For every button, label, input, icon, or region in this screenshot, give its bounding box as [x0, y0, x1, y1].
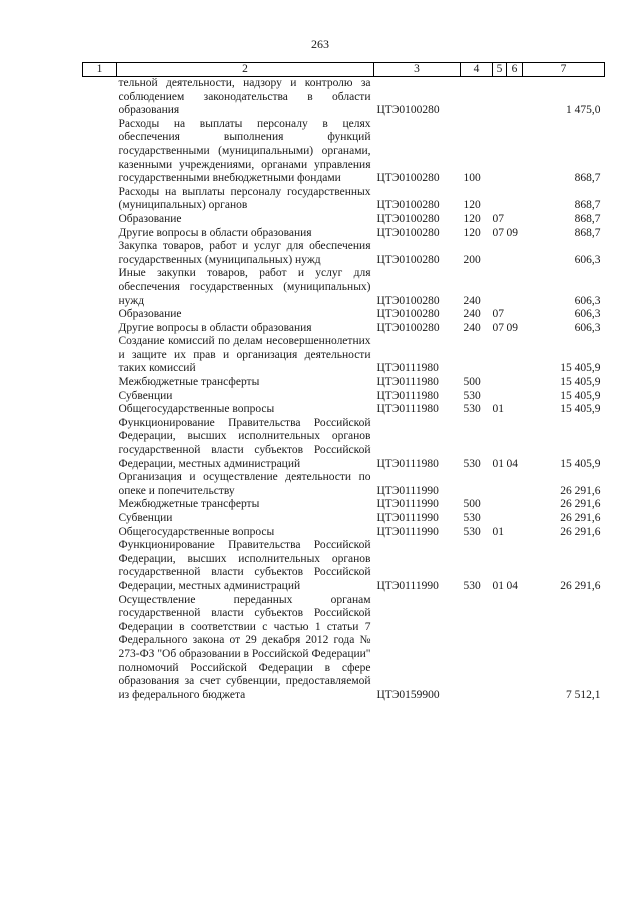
column-header-2: 2	[117, 63, 374, 77]
amount-cell: 868,7	[574, 199, 601, 212]
row-number-cell	[83, 186, 117, 213]
row-number-cell	[83, 267, 117, 308]
table-row	[83, 417, 605, 471]
target-article-code-cell: ЦТЭ0159900	[376, 688, 440, 701]
column-header-4: 4	[461, 63, 493, 77]
expense-name-cell: Образование	[118, 308, 182, 321]
subsection-cell	[507, 594, 523, 703]
table-row	[83, 77, 605, 118]
subsection-cell	[507, 512, 523, 526]
row-number-cell	[83, 390, 117, 404]
expense-type-cell: 530	[463, 403, 481, 416]
section-cell: 07	[492, 308, 504, 321]
expense-type-cell: 200	[463, 253, 481, 266]
expense-name-cell: Межбюджетные трансферты	[118, 376, 260, 389]
section-cell	[493, 390, 507, 404]
amount-cell: 15 405,9	[560, 403, 601, 416]
target-article-code-cell: ЦТЭ0111980	[376, 389, 439, 402]
section-cell: 01	[492, 457, 504, 470]
row-number-cell	[83, 594, 117, 703]
table-row	[83, 240, 605, 267]
target-article-code-cell: ЦТЭ0111990	[376, 484, 439, 497]
expense-type-cell	[461, 335, 493, 376]
row-number-cell	[83, 77, 117, 118]
target-article-code-cell: ЦТЭ0111990	[376, 525, 439, 538]
budget-table-body	[83, 77, 605, 703]
table-row	[83, 512, 605, 526]
amount-cell: 15 405,9	[560, 457, 601, 470]
amount-cell: 7 512,1	[566, 688, 601, 701]
target-article-code-cell: ЦТЭ0111980	[376, 403, 439, 416]
target-article-code-cell: ЦТЭ0111980	[376, 362, 439, 375]
expense-type-cell	[461, 594, 493, 703]
section-cell	[493, 471, 507, 498]
amount-cell: 26 291,6	[560, 579, 601, 592]
subsection-cell: 04	[506, 579, 518, 592]
row-number-cell	[83, 526, 117, 540]
expense-type-cell	[461, 471, 493, 498]
amount-cell: 868,7	[574, 212, 601, 225]
amount-cell: 1 475,0	[566, 104, 601, 117]
amount-cell: 868,7	[574, 172, 601, 185]
section-cell	[493, 240, 507, 267]
amount-cell: 15 405,9	[560, 362, 601, 375]
row-number-cell	[83, 498, 117, 512]
expense-name-cell: Функционирование Правительства Российской Федерации, высших исполнительных органов государственной власти субъектов Российской Федерации, местных администраций	[118, 539, 371, 592]
table-row	[83, 526, 605, 540]
target-article-code-cell: ЦТЭ0100280	[376, 253, 440, 266]
table-row	[83, 376, 605, 390]
expense-name-cell: Расходы на выплаты персоналу в целях обеспечения выполнения функций государственными (муниципальными) органами, казенными учреждениями, органами управления государственными внебюджетными фондами	[118, 117, 371, 185]
expense-name-cell: Общегосударственные вопросы	[118, 525, 275, 538]
budget-table	[82, 62, 605, 702]
row-number-cell	[83, 512, 117, 526]
table-row	[83, 390, 605, 404]
section-cell	[493, 498, 507, 512]
subsection-cell	[507, 471, 523, 498]
section-cell	[493, 118, 507, 186]
amount-cell: 606,3	[574, 321, 601, 334]
table-row	[83, 308, 605, 322]
table-row	[83, 403, 605, 417]
column-header-6: 6	[507, 63, 523, 77]
expense-name-cell: тельной деятельности, надзору и контролю за соблюдением законодательства в области образования	[118, 77, 371, 117]
expense-name-cell: Субвенции	[118, 512, 173, 524]
row-number-cell	[83, 240, 117, 267]
table-row	[83, 498, 605, 512]
expense-name-cell: Организация и осуществление деятельности по опеке и попечительству	[118, 471, 371, 497]
expense-type-cell: 120	[463, 212, 481, 225]
column-header-1: 1	[83, 63, 117, 77]
table-row	[83, 118, 605, 186]
row-number-cell	[83, 308, 117, 322]
section-cell	[493, 594, 507, 703]
table-row	[83, 227, 605, 241]
section-cell	[493, 376, 507, 390]
section-cell	[493, 512, 507, 526]
amount-cell: 26 291,6	[560, 498, 601, 511]
expense-type-cell: 530	[463, 457, 481, 470]
row-number-cell	[83, 403, 117, 417]
amount-cell: 26 291,6	[560, 512, 601, 524]
row-number-cell	[83, 118, 117, 186]
expense-name-cell: Закупка товаров, работ и услуг для обеспечения государственных (муниципальных) нужд	[118, 240, 371, 266]
amount-cell: 606,3	[574, 308, 601, 321]
section-cell	[493, 77, 507, 118]
row-number-cell	[83, 471, 117, 498]
table-row	[83, 539, 605, 593]
table-row	[83, 335, 605, 376]
target-article-code-cell: ЦТЭ0111990	[376, 579, 439, 592]
subsection-cell	[507, 390, 523, 404]
table-row	[83, 213, 605, 227]
subsection-cell	[507, 308, 523, 322]
expense-type-cell: 500	[463, 498, 481, 511]
row-number-cell	[83, 335, 117, 376]
amount-cell: 606,3	[574, 294, 601, 307]
table-row	[83, 322, 605, 336]
target-article-code-cell: ЦТЭ0100280	[376, 308, 440, 321]
target-article-code-cell: ЦТЭ0111990	[376, 512, 439, 524]
subsection-cell	[507, 376, 523, 390]
subsection-cell	[507, 240, 523, 267]
table-row	[83, 471, 605, 498]
row-number-cell	[83, 227, 117, 241]
expense-name-cell: Образование	[118, 212, 182, 225]
row-number-cell	[83, 376, 117, 390]
subsection-cell	[507, 335, 523, 376]
expense-name-cell: Общегосударственные вопросы	[118, 403, 275, 416]
expense-name-cell: Осуществление переданных органам государственной власти субъектов Российской Федерации в соответствии с частью 1 статьи 7 Федерального закона от 29 декабря 2012 года № 273-ФЗ "Об образовании в Российской Федерации" полномочий Российской Федерации в сфере образования за счет субвенции, предоставляемой из федерального бюджета	[118, 593, 371, 701]
amount-cell: 15 405,9	[560, 376, 601, 389]
section-cell	[493, 267, 507, 308]
expense-type-cell: 240	[463, 321, 481, 334]
expense-type-cell: 240	[463, 308, 481, 321]
subsection-cell	[507, 213, 523, 227]
column-header-3: 3	[374, 63, 461, 77]
expense-type-cell: 120	[463, 226, 481, 239]
expense-type-cell	[461, 77, 493, 118]
table-row	[83, 594, 605, 703]
section-cell: 01	[492, 525, 504, 538]
row-number-cell	[83, 417, 117, 471]
expense-name-cell: Субвенции	[118, 389, 173, 402]
target-article-code-cell: ЦТЭ0100280	[376, 172, 440, 185]
target-article-code-cell: ЦТЭ0111980	[376, 376, 439, 389]
expense-name-cell: Иные закупки товаров, работ и услуг для обеспечения государственных (муниципальных) нужд	[118, 267, 371, 307]
expense-name-cell: Другие вопросы в области образования	[118, 226, 312, 239]
table-row	[83, 267, 605, 308]
expense-name-cell: Другие вопросы в области образования	[118, 321, 312, 334]
expense-type-cell: 240	[463, 294, 481, 307]
target-article-code-cell: ЦТЭ0100280	[376, 199, 440, 212]
expense-type-cell: 530	[463, 525, 481, 538]
column-header-5: 5	[493, 63, 507, 77]
expense-name-cell: Расходы на выплаты персоналу государственных (муниципальных) органов	[118, 185, 371, 212]
target-article-code-cell: ЦТЭ0100280	[376, 212, 440, 225]
row-number-cell	[83, 539, 117, 593]
expense-name-cell: Межбюджетные трансферты	[118, 498, 260, 511]
subsection-cell	[507, 186, 523, 213]
subsection-cell	[507, 498, 523, 512]
amount-cell: 26 291,6	[560, 484, 601, 497]
amount-cell: 15 405,9	[560, 389, 601, 402]
amount-cell: 606,3	[574, 253, 601, 266]
section-cell	[493, 335, 507, 376]
target-article-code-cell: ЦТЭ0100280	[376, 321, 440, 334]
subsection-cell	[507, 526, 523, 540]
target-article-code-cell: ЦТЭ0100280	[376, 294, 440, 307]
subsection-cell	[507, 118, 523, 186]
column-number-header	[83, 63, 605, 77]
subsection-cell: 04	[506, 457, 518, 470]
subsection-cell: 09	[506, 226, 518, 239]
table-row	[83, 186, 605, 213]
subsection-cell	[507, 267, 523, 308]
section-cell: 07	[492, 321, 504, 334]
target-article-code-cell: ЦТЭ0111980	[376, 457, 439, 470]
expense-type-cell: 530	[463, 512, 481, 524]
subsection-cell: 09	[506, 321, 518, 334]
expense-type-cell: 500	[463, 376, 481, 389]
subsection-cell	[507, 403, 523, 417]
amount-cell: 868,7	[574, 226, 601, 239]
expense-name-cell: Функционирование Правительства Российской Федерации, высших исполнительных органов государственной власти субъектов Российской Федерации, местных администраций	[118, 416, 371, 470]
section-cell	[493, 186, 507, 213]
expense-name-cell: Создание комиссий по делам несовершеннолетних и защите их прав и организация деятельности таких комиссий	[118, 335, 371, 375]
row-number-cell	[83, 322, 117, 336]
expense-type-cell: 120	[463, 199, 481, 212]
section-cell: 01	[492, 403, 504, 416]
section-cell: 07	[492, 226, 504, 239]
expense-type-cell: 100	[463, 172, 481, 185]
expense-type-cell: 530	[463, 389, 481, 402]
subsection-cell	[507, 77, 523, 118]
row-number-cell	[83, 213, 117, 227]
page-number: 263	[311, 37, 329, 51]
target-article-code-cell: ЦТЭ0100280	[376, 104, 440, 117]
section-cell: 01	[492, 579, 504, 592]
amount-cell: 26 291,6	[560, 525, 601, 538]
expense-type-cell: 530	[463, 579, 481, 592]
section-cell: 07	[492, 212, 504, 225]
target-article-code-cell: ЦТЭ0111990	[376, 498, 439, 511]
column-header-7: 7	[523, 63, 605, 77]
target-article-code-cell: ЦТЭ0100280	[376, 226, 440, 239]
